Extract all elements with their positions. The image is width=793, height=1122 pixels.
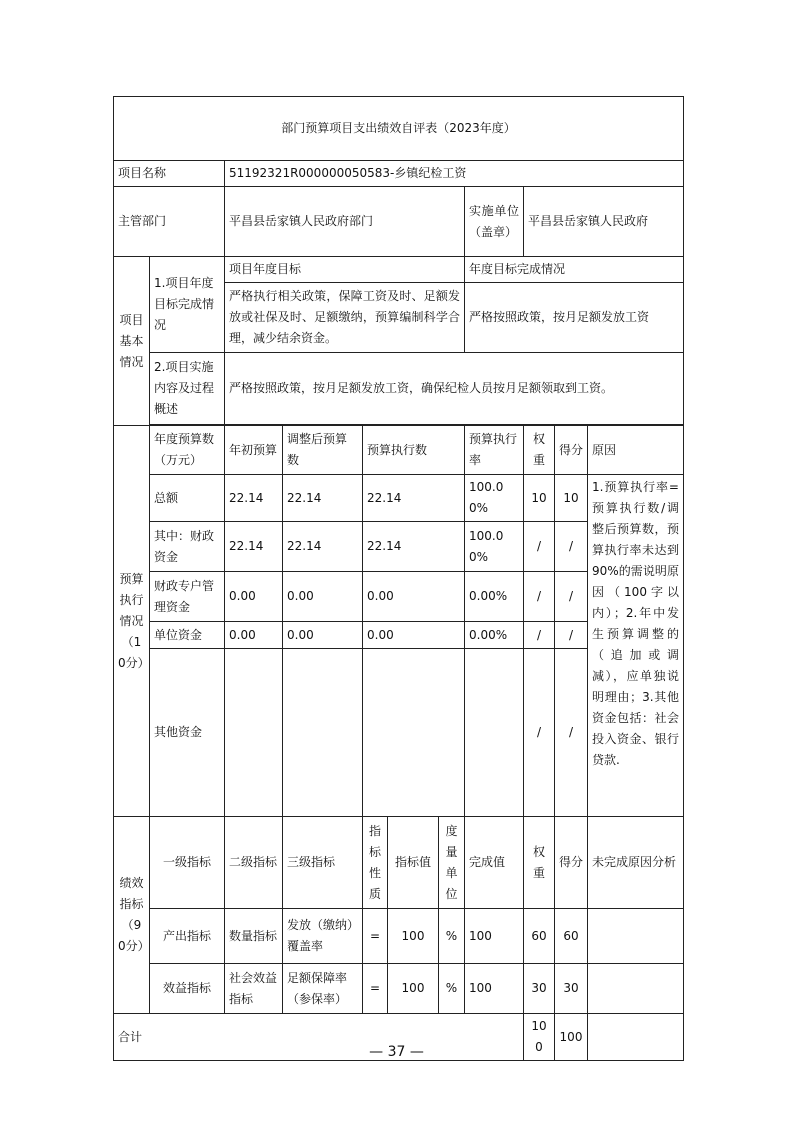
perf-row-level2: 社会效益指标 <box>225 964 283 1014</box>
page-number: — 37 — <box>369 1044 424 1060</box>
perf-row-level1: 产出指标 <box>150 909 225 964</box>
budget-row-rate: 100.00% <box>465 522 524 572</box>
budget-header-rate: 预算执行率 <box>465 426 524 475</box>
perf-row-nature: = <box>363 909 388 964</box>
budget-row-weight: 10 <box>524 475 555 522</box>
perf-header-done: 完成值 <box>465 817 524 909</box>
budget-header-score: 得分 <box>555 426 588 475</box>
budget-row-score: / <box>555 522 588 572</box>
impl-process-text: 严格按照政策，按月足额发放工资，确保纪检人员按月足额领取到工资。 <box>225 353 684 425</box>
perf-row-level1: 效益指标 <box>150 964 225 1014</box>
perf-row-done: 100 <box>465 909 524 964</box>
budget-row-adjusted: 0.00 <box>283 572 363 622</box>
budget-row-label: 其中：财政资金 <box>150 522 225 572</box>
performance-row <box>114 909 684 964</box>
perf-row-target: 100 <box>388 964 439 1014</box>
impl-process-label: 2.项目实施内容及过程概述 <box>150 353 225 425</box>
budget-row <box>114 475 684 522</box>
perf-row-nature: = <box>363 964 388 1014</box>
budget-header-initial: 年初预算 <box>225 426 283 475</box>
budget-row-initial: 0.00 <box>225 622 283 649</box>
budget-header-label: 年度预算数（万元） <box>150 426 225 475</box>
goal-header: 项目年度目标 <box>225 257 465 283</box>
budget-header-reason: 原因 <box>588 426 684 475</box>
budget-row-score: / <box>555 572 588 622</box>
budget-header-executed: 预算执行数 <box>363 426 465 475</box>
budget-header-adjusted: 调整后预算数 <box>283 426 363 475</box>
perf-row-reason <box>588 964 684 1014</box>
budget-row-executed: 22.14 <box>363 475 465 522</box>
budget-row-rate: 0.00% <box>465 572 524 622</box>
completion-text: 严格按照政策，按月足额发放工资 <box>465 283 684 353</box>
budget-row-weight: / <box>524 649 555 817</box>
impl-unit-value: 平昌县岳家镇人民政府 <box>524 187 684 257</box>
impl-unit-label: 实施单位（盖章） <box>465 187 524 257</box>
budget-row-rate <box>465 649 524 817</box>
overview-section-label: 项目基本情况 <box>114 257 150 426</box>
budget-row-adjusted <box>283 649 363 817</box>
budget-row-weight: / <box>524 622 555 649</box>
perf-row-target: 100 <box>388 909 439 964</box>
budget-row-executed: 0.00 <box>363 622 465 649</box>
perf-header-level3: 三级指标 <box>283 817 363 909</box>
perf-header-target: 指标值 <box>388 817 439 909</box>
dept-label: 主管部门 <box>114 187 225 257</box>
budget-row-initial: 0.00 <box>225 572 283 622</box>
perf-row-level3: 发放（缴纳）覆盖率 <box>283 909 363 964</box>
budget-row-label: 其他资金 <box>150 649 225 817</box>
perf-row-unit: % <box>439 964 465 1014</box>
goal-text: 严格执行相关政策，保障工资及时、足额发放或社保及时、足额缴纳，预算编制科学合理，减少结余资金。 <box>225 283 465 353</box>
budget-section-label: 预算执行情况（10分） <box>114 426 150 817</box>
perf-header-score: 得分 <box>555 817 588 909</box>
budget-row-initial: 22.14 <box>225 522 283 572</box>
budget-row-label: 财政专户管理资金 <box>150 572 225 622</box>
budget-row-initial: 22.14 <box>225 475 283 522</box>
budget-row-initial <box>225 649 283 817</box>
perf-row-reason <box>588 909 684 964</box>
total-label: 合计 <box>114 1014 524 1061</box>
budget-row-rate: 100.00% <box>465 475 524 522</box>
perf-header-unit: 度量单位 <box>439 817 465 909</box>
dept-value: 平昌县岳家镇人民政府部门 <box>225 187 465 257</box>
budget-row-executed <box>363 649 465 817</box>
budget-row-executed: 22.14 <box>363 522 465 572</box>
performance-row <box>114 964 684 1014</box>
perf-header-reason: 未完成原因分析 <box>588 817 684 909</box>
perf-header-nature: 指标性质 <box>363 817 388 909</box>
budget-row-executed: 0.00 <box>363 572 465 622</box>
budget-row-adjusted: 0.00 <box>283 622 363 649</box>
budget-row-score: / <box>555 649 588 817</box>
completion-header: 年度目标完成情况 <box>465 257 684 283</box>
perf-row-score: 60 <box>555 909 588 964</box>
performance-evaluation-table <box>113 96 684 1061</box>
perf-header-level1: 一级指标 <box>150 817 225 909</box>
budget-row-adjusted: 22.14 <box>283 522 363 572</box>
perf-row-done: 100 <box>465 964 524 1014</box>
performance-section-label: 绩效指标（90分） <box>114 817 150 1014</box>
goal-label: 1.项目年度目标完成情况 <box>150 257 225 353</box>
perf-row-score: 30 <box>555 964 588 1014</box>
budget-row-score: / <box>555 622 588 649</box>
perf-row-level3: 足额保障率（参保率） <box>283 964 363 1014</box>
perf-row-weight: 30 <box>524 964 555 1014</box>
budget-header-weight: 权重 <box>524 426 555 475</box>
perf-row-level2: 数量指标 <box>225 909 283 964</box>
budget-row-rate: 0.00% <box>465 622 524 649</box>
perf-header-level2: 二级指标 <box>225 817 283 909</box>
budget-row-adjusted: 22.14 <box>283 475 363 522</box>
budget-row-label: 单位资金 <box>150 622 225 649</box>
total-score: 100 <box>555 1014 588 1061</box>
perf-header-weight: 权重 <box>524 817 555 909</box>
budget-row-weight: / <box>524 522 555 572</box>
total-weight: 100 <box>524 1014 555 1061</box>
budget-reason-text: 1.预算执行率=预算执行数/调整后预算数，预算执行率未达到90%的需说明原因（100字以内）；2.年中发生预算调整的（追加或调减），应单独说明理由；3.其他资金包括：社会投入资金、银行贷款. <box>588 475 684 817</box>
perf-row-weight: 60 <box>524 909 555 964</box>
perf-row-unit: % <box>439 909 465 964</box>
project-name-value: 51192321R000000050583-乡镇纪检工资 <box>225 161 684 187</box>
budget-row-weight: / <box>524 572 555 622</box>
table-title: 部门预算项目支出绩效自评表（2023年度） <box>114 97 684 161</box>
budget-row-label: 总额 <box>150 475 225 522</box>
project-name-label: 项目名称 <box>114 161 225 187</box>
budget-row-score: 10 <box>555 475 588 522</box>
